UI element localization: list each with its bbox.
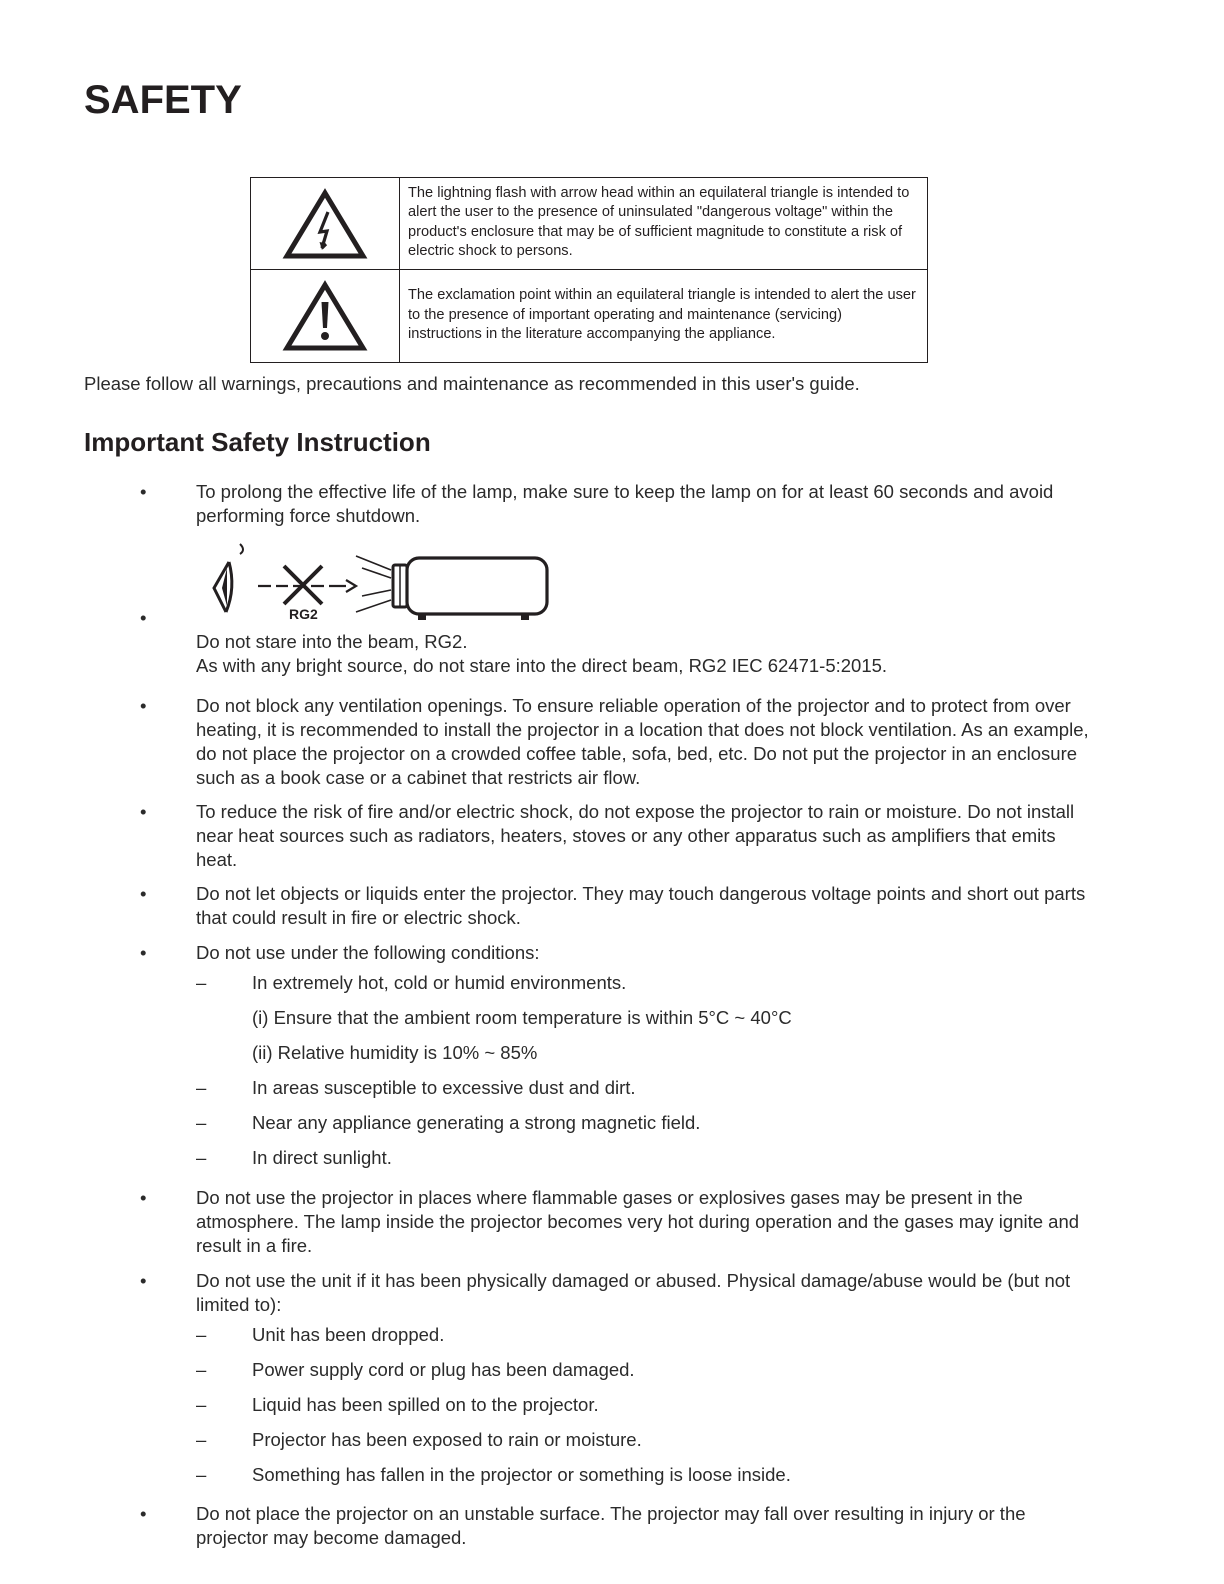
symbol-row-lightning: [251, 178, 928, 270]
bullet-unstable-surface: [140, 1502, 1100, 1550]
bullet-text: Do not block any ventilation openings. To ensure reliable operation of the projector and to protect from over heating, it is recommended to install the projector in a location that does not block ventilation. As an example, do not place the projector on a crowded coffee table, sofa, bed, etc. Do not put the projector in an enclosure such as a book case or a cabinet that restricts air flow.: [196, 695, 1089, 788]
exclamation-triangle-icon: [282, 280, 368, 352]
symbol-description: The lightning flash with arrow head within an equilateral triangle is intended to alert the user to the presence of uninsulated "dangerous voltage" within the product's enclosure that may be of sufficient magnitude to constitute a risk of electric shock to persons.: [400, 178, 928, 270]
bullet-lamp-life: [140, 480, 1100, 528]
bullet-marker: •: [140, 1270, 147, 1291]
dash-marker: –: [196, 1112, 207, 1133]
sub-item-text: Projector has been exposed to rain or moisture.: [252, 1429, 642, 1450]
dash-marker: –: [196, 1394, 207, 1415]
bullet-marker: •: [140, 883, 147, 904]
page-title: SAFETY: [84, 78, 242, 122]
dash-marker: –: [196, 1077, 207, 1098]
lightning-triangle-icon: [282, 188, 368, 260]
bullet-fire-shock: [140, 800, 1100, 872]
dash-marker: –: [196, 1464, 207, 1485]
sub-item-text: In direct sunlight.: [252, 1147, 392, 1168]
sub-item: [140, 1146, 1100, 1181]
sub-item-text: In extremely hot, cold or humid environments.: [252, 972, 627, 993]
dash-marker: –: [196, 1429, 207, 1450]
sub-item-text: Near any appliance generating a strong magnetic field.: [252, 1112, 701, 1133]
bullet-text: Do not use the unit if it has been physically damaged or abused. Physical damage/abuse would be (but not limited to):: [196, 1270, 1071, 1315]
rg2-line-2: As with any bright source, do not stare into the direct beam, RG2 IEC 62471-5:2015.: [196, 655, 888, 676]
rg2-line-1: Do not stare into the beam, RG2.: [196, 631, 468, 652]
bullet-objects-liquids: [140, 882, 1100, 930]
bullet-text: Do not place the projector on an unstable surface. The projector may fall over resulting in injury or the projector may become damaged.: [196, 1503, 1026, 1548]
safety-symbols-table: [250, 177, 928, 363]
do-not-stare-icon: [196, 540, 556, 622]
bullet-text: To prolong the effective life of the lamp, make sure to keep the lamp on for at least 60 seconds and avoid performing force shutdown.: [196, 481, 1054, 526]
bullet-text: Do not use under the following conditions:: [196, 942, 540, 963]
section-heading: Important Safety Instruction: [84, 427, 431, 457]
dash-marker: –: [196, 1147, 207, 1168]
bullet-rg2-warning: [140, 536, 1100, 678]
sub-item: [140, 1076, 1100, 1111]
dash-marker: –: [196, 1324, 207, 1345]
sub-item: [140, 1463, 1100, 1498]
bullet-text: Do not use the projector in places where flammable gases or explosives gases may be present in the atmosphere. The lamp inside the projector becomes very hot during operation and the gases may ignite and result in a fire.: [196, 1187, 1080, 1256]
bullet-marker: •: [140, 1187, 147, 1208]
bullet-text: Do not let objects or liquids enter the projector. They may touch dangerous voltage points and short out parts that could result in fire or electric shock.: [196, 883, 1086, 928]
sub-sub-item: (ii) Relative humidity is 10% ~ 85%: [252, 1042, 538, 1063]
bullet-flammable-gases: [140, 1186, 1100, 1258]
dash-marker: –: [196, 1359, 207, 1380]
follow-instructions-text: Please follow all warnings, precautions and maintenance as recommended in this user's guide.: [84, 373, 860, 394]
sub-item: [140, 1111, 1100, 1146]
sub-item-text: Power supply cord or plug has been damaged.: [252, 1359, 635, 1380]
sub-item: [140, 1323, 1100, 1358]
sub-item-text: In areas susceptible to excessive dust and dirt.: [252, 1077, 636, 1098]
sub-item: [140, 971, 1100, 1006]
rg2-beam-figure: [196, 540, 556, 622]
bullet-marker: •: [140, 1503, 147, 1524]
rg2-label: RG2: [289, 606, 318, 622]
sub-item: [140, 1358, 1100, 1393]
sub-item: [140, 1393, 1100, 1428]
bullet-text: To reduce the risk of fire and/or electric shock, do not expose the projector to rain or moisture. Do not install near heat sources such as radiators, heaters, stoves or any other apparatus such as amplifiers that emits heat.: [196, 801, 1075, 870]
symbol-row-exclamation: [251, 270, 928, 363]
symbol-description: The exclamation point within an equilateral triangle is intended to alert the user to the presence of important operating and maintenance (servicing) instructions in the literature accompanying the appliance.: [400, 270, 928, 363]
bullet-marker: •: [140, 695, 147, 716]
bullet-marker: •: [140, 801, 147, 822]
sub-item: [140, 1428, 1100, 1463]
sub-item-text: Liquid has been spilled on to the projector.: [252, 1394, 599, 1415]
symbol-icon-cell: [251, 178, 400, 270]
dash-marker: –: [196, 972, 207, 993]
sub-item-text: Unit has been dropped.: [252, 1324, 445, 1345]
sub-item-text: Something has fallen in the projector or something is loose inside.: [252, 1464, 791, 1485]
bullet-marker: •: [140, 481, 147, 502]
symbol-icon-cell: [251, 270, 400, 363]
sub-sub-item: (i) Ensure that the ambient room temperature is within 5°C ~ 40°C: [252, 1007, 792, 1028]
bullet-physical-damage: [140, 1269, 1100, 1498]
bullet-ventilation: [140, 694, 1100, 790]
bullet-marker: •: [140, 942, 147, 963]
bullet-marker: •: [140, 607, 147, 628]
bullet-conditions: [140, 941, 1100, 1181]
